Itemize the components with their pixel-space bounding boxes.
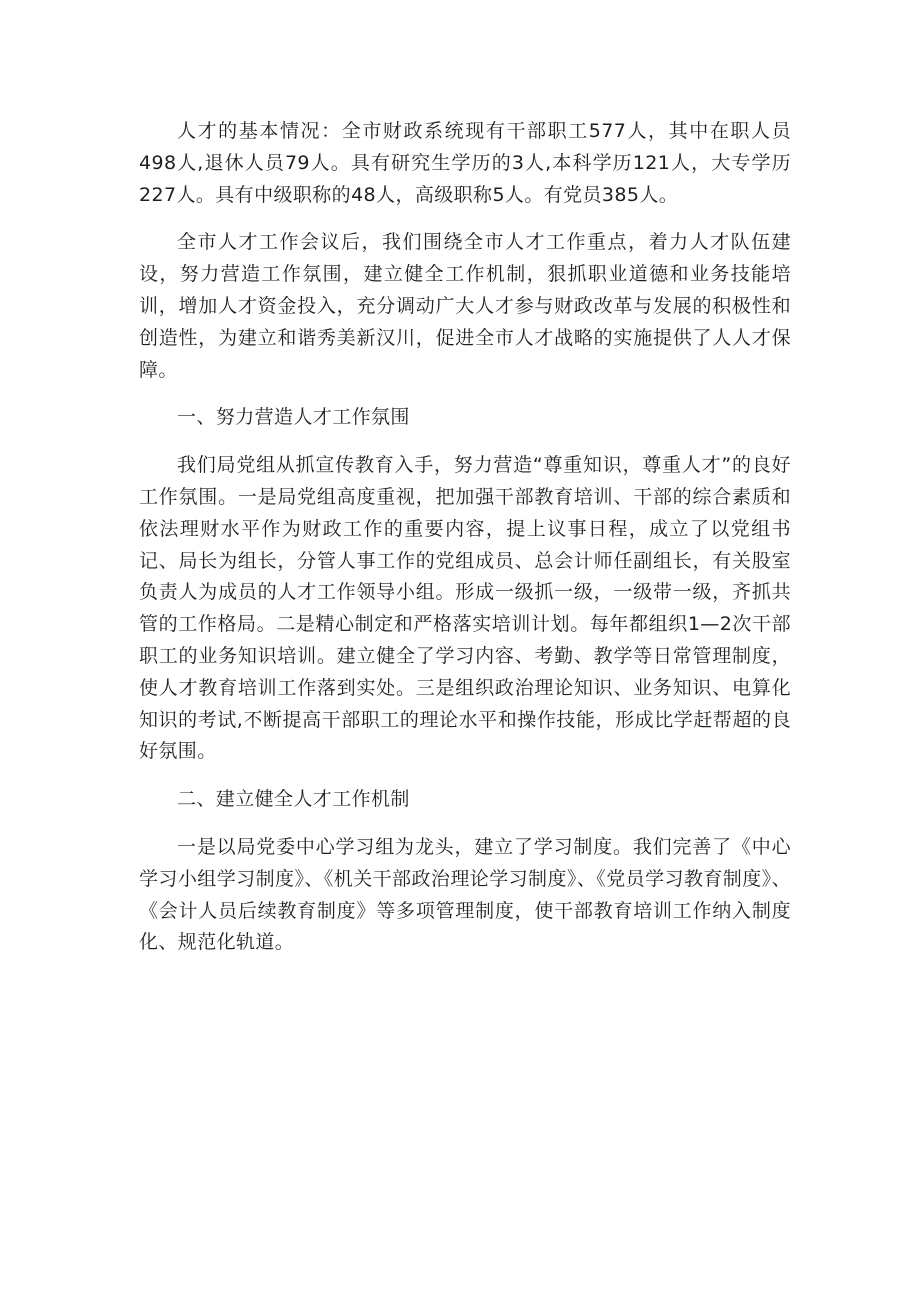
paragraph-talent-overview: 人才的基本情况：全市财政系统现有干部职工577人，其中在职人员498人,退休人员79人。具有研究生学历的3人,本科学历121人，大专学历227人。具有中级职称的48人，高级职称5人。有党员385人。 <box>139 120 791 206</box>
paragraph-atmosphere-details: 我们局党组从抓宣传教育入手，努力营造“尊重知识，尊重人才”的良好工作氛围。一是局党组高度重视，把加强干部教育培训、干部的综合素质和依法理财水平作为财政工作的重要内容，提上议事日程，成立了以党组书记、局长为组长，分管人事工作的党组成员、总会计师任副组长，有关股室负责人为成员的人才工作领导小组。形成一级抓一级，一级带一级，齐抓共管的工作格局。二是精心制定和严格落实培训计划。每年都组织1—2次干部职工的业务知识培训。建立健全了学习内容、考勤、教学等日常管理制度，使人才教育培训工作落到实处。三是组织政治理论知识、业务知识、电算化知识的考试,不断提高干部职工的理论水平和操作技能，形成比学赶帮超的良好氛围。 <box>139 454 791 763</box>
section-heading-atmosphere: 一、努力营造人才工作氛围 <box>177 406 410 429</box>
document-body <box>139 116 791 975</box>
paragraph-mechanism-details: 一是以局党委中心学习组为龙头，建立了学习制度。我们完善了《中心学习小组学习制度》、《机关干部政治理论学习制度》、《党员学习教育制度》、《会计人员后续教育制度》等多项管理制度，使干部教育培训工作纳入制度化、规范化轨道。 <box>139 835 791 954</box>
section-heading-mechanism: 二、建立健全人才工作机制 <box>177 788 410 811</box>
paragraph-conference-summary: 全市人才工作会议后，我们围绕全市人才工作重点，着力人才队伍建设，努力营造工作氛围，建立健全工作机制，狠抓职业道德和业务技能培训，增加人才资金投入，充分调动广大人才参与财政改革与发展的积极性和创造性，为建立和谐秀美新汉川，促进全市人才战略的实施提供了人人才保障。 <box>139 231 791 381</box>
